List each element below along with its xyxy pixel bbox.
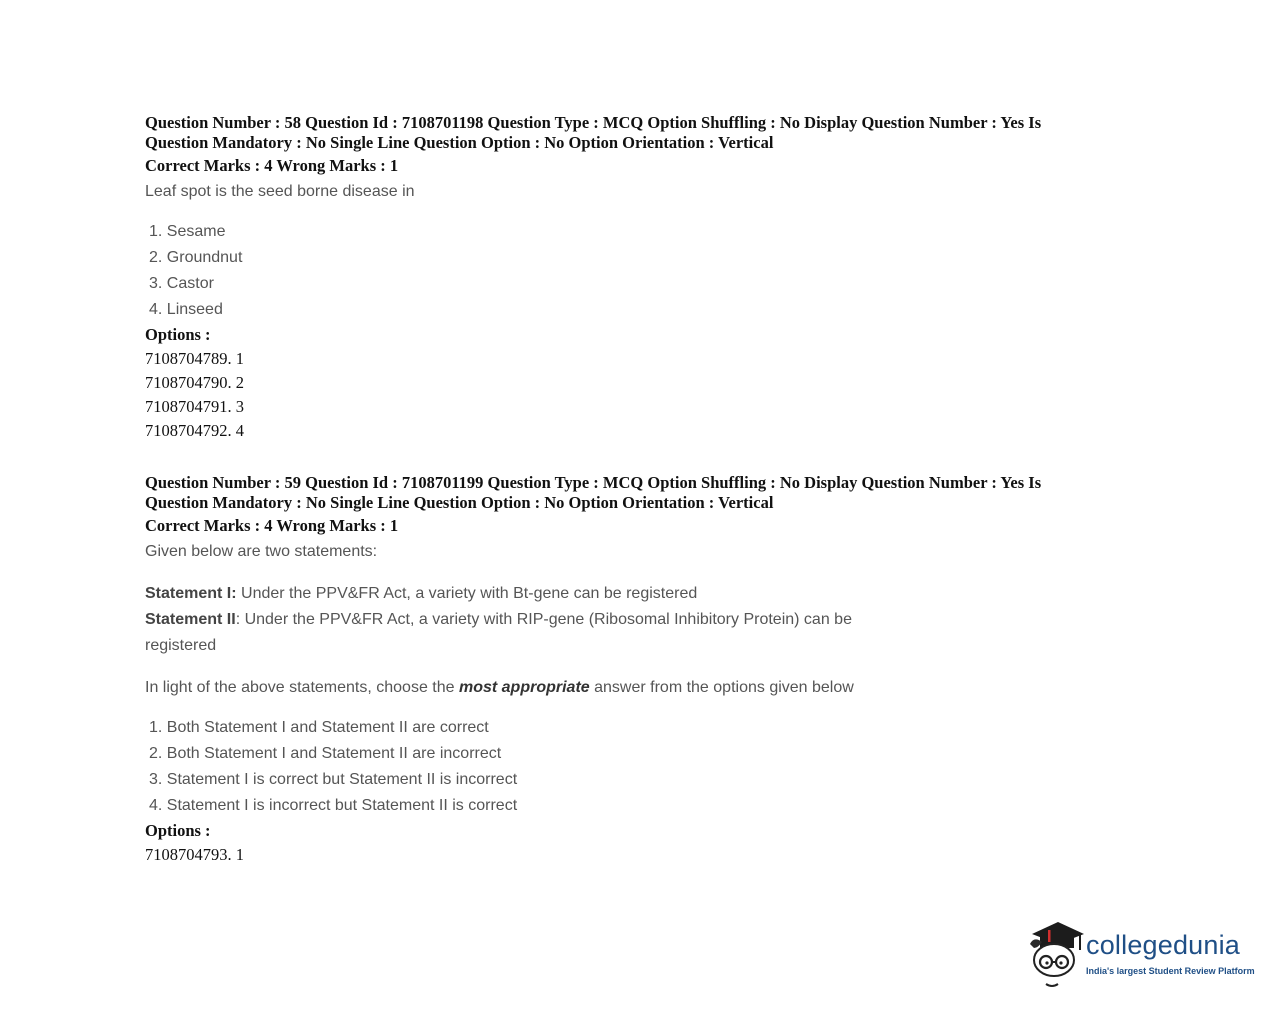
question-intro: Given below are two statements: bbox=[145, 543, 378, 560]
choice-item: 3. Castor bbox=[149, 275, 214, 292]
statement-1-label: Statement I: bbox=[145, 585, 237, 602]
choice-item: 3. Statement I is correct but Statement II is incorrect bbox=[149, 771, 518, 788]
logo-tagline: India's largest Student Review Platform bbox=[1086, 966, 1255, 976]
question-paper bbox=[145, 113, 1145, 867]
choice-item: 1. Both Statement I and Statement II are correct bbox=[149, 719, 489, 736]
question-meta: Question Number : 58 Question Id : 7108701198 Question Type : MCQ Option Shuffling : No Display Question Number : Yes Is Question Mandatory : No Single Line Question Option : No Option Orientation : Vertical bbox=[145, 113, 1042, 152]
choice-item: 2. Both Statement I and Statement II are incorrect bbox=[149, 745, 502, 762]
statement-1-text: Under the PPV&FR Act, a variety with Bt-gene can be registered bbox=[236, 585, 698, 602]
question-marks: Correct Marks : 4 Wrong Marks : 1 bbox=[145, 156, 399, 175]
option-id: 7108704792. 4 bbox=[145, 421, 244, 440]
answer-choices bbox=[145, 219, 1145, 323]
option-id: 7108704790. 2 bbox=[145, 373, 244, 392]
question-marks: Correct Marks : 4 Wrong Marks : 1 bbox=[145, 516, 399, 535]
instruction-text: In light of the above statements, choose the bbox=[145, 679, 459, 696]
option-id: 7108704793. 1 bbox=[145, 845, 244, 864]
instruction-paragraph bbox=[145, 675, 875, 701]
statement-2-text: : Under the PPV&FR Act, a variety with RIP-gene (Ribosomal Inhibitory Protein) can be registered bbox=[145, 611, 852, 654]
question-58 bbox=[145, 113, 1145, 443]
choice-item: 1. Sesame bbox=[149, 223, 226, 240]
choice-item: 2. Groundnut bbox=[149, 249, 243, 266]
choice-item: 4. Statement I is incorrect but Statement II is correct bbox=[149, 797, 518, 814]
statement-1 bbox=[145, 581, 865, 607]
choice-item: 4. Linseed bbox=[149, 301, 223, 318]
options-heading: Options : bbox=[145, 821, 211, 840]
options-heading: Options : bbox=[145, 325, 211, 344]
option-id: 7108704791. 3 bbox=[145, 397, 244, 416]
question-59 bbox=[145, 473, 1145, 867]
statement-2 bbox=[145, 607, 865, 659]
instruction-text-end: answer from the options given below bbox=[589, 679, 854, 696]
mascot-icon bbox=[1024, 918, 1088, 990]
logo-wordmark: collegedunia bbox=[1086, 930, 1241, 960]
question-meta: Question Number : 59 Question Id : 7108701199 Question Type : MCQ Option Shuffling : No Display Question Number : Yes Is Question Mandatory : No Single Line Question Option : No Option Orientation : Vertical bbox=[145, 473, 1042, 512]
statement-2-label: Statement II bbox=[145, 611, 236, 628]
instruction-emphasis: most appropriate bbox=[458, 679, 590, 696]
statement-block bbox=[145, 581, 865, 659]
option-id: 7108704789. 1 bbox=[145, 349, 244, 368]
answer-choices bbox=[145, 715, 1145, 819]
question-text: Leaf spot is the seed borne disease in bbox=[145, 183, 415, 200]
collegedunia-logo bbox=[1024, 918, 1264, 990]
